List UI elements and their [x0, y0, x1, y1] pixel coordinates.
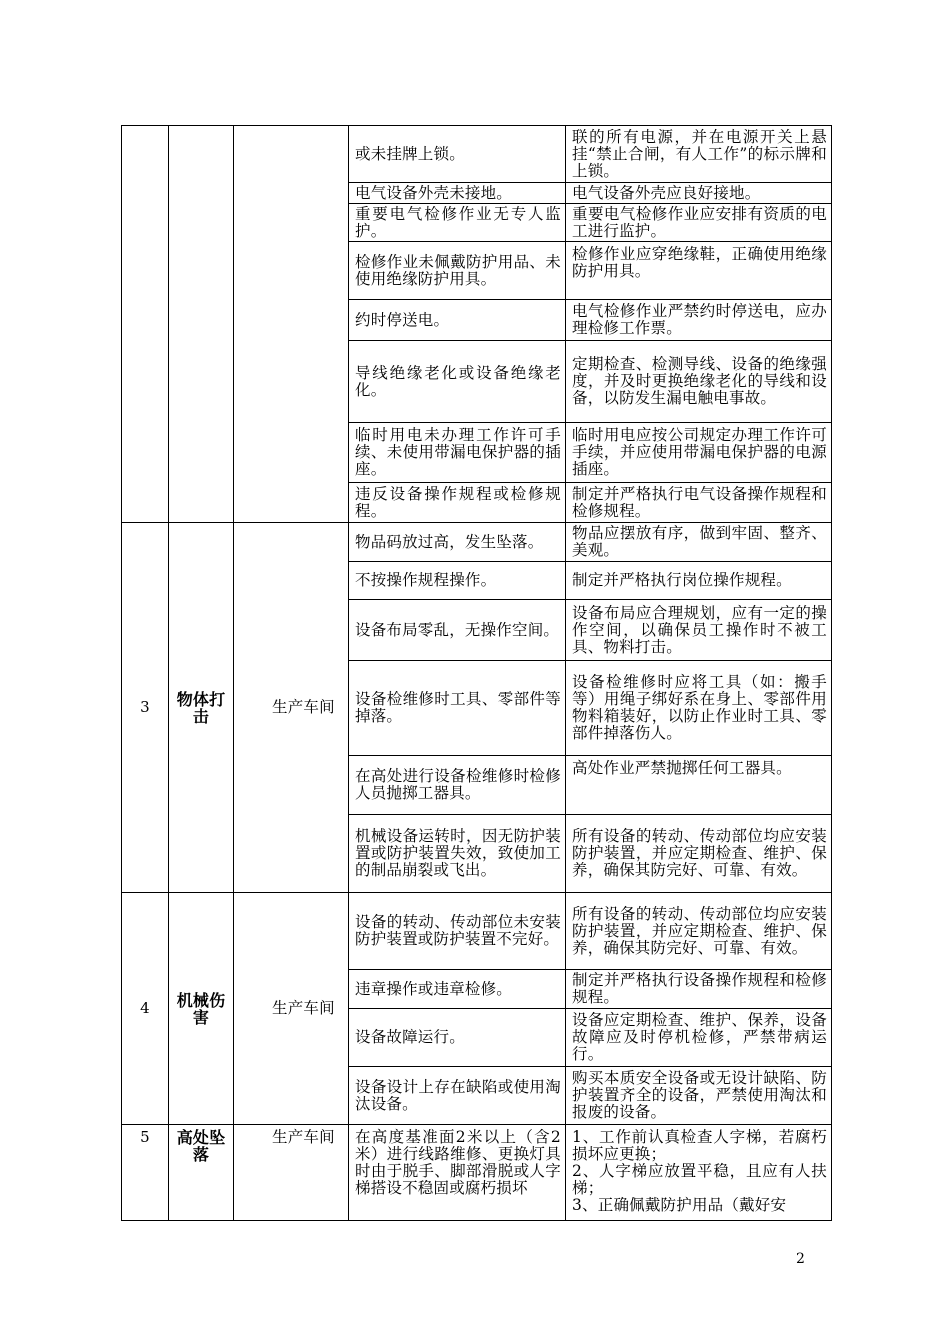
measure-cell: [566, 242, 832, 300]
hazard-text: 设备故障运行。: [355, 1028, 465, 1046]
measure-cell: [566, 1009, 832, 1067]
measure-cell: [566, 1067, 832, 1125]
measure-text: 物品应摆放有序，做到牢固、整齐、美观。: [572, 524, 827, 559]
measure-text: 重要电气检修作业应安排有资质的电工进行监护。: [572, 204, 827, 240]
table-row: [122, 523, 832, 562]
risk-table: [121, 125, 832, 1221]
hazard-cell: [349, 423, 566, 483]
hazard-text: 电气设备外壳未接地。: [355, 183, 513, 202]
table-row: [122, 126, 832, 183]
hazard-text: 不按操作规程操作。: [355, 571, 497, 589]
hazard-text: 设备的转动、传动部位未安装防护装置或防护装置不完好。: [355, 913, 561, 948]
hazard-type: 物体打击: [169, 523, 234, 893]
measure-text: 高处作业严禁抛掷任何工器具。: [572, 759, 792, 777]
hazard-type: [169, 126, 234, 523]
measure-text: 电气检修作业严禁约时停送电，应办理检修工作票。: [572, 302, 827, 337]
hazard-text: 违章操作或违章检修。: [355, 979, 513, 998]
measure-cell: [566, 300, 832, 341]
page-number: 2: [796, 1251, 805, 1267]
measure-cell: [566, 183, 832, 204]
measure-text: 检修作业应穿绝缘鞋，正确使用绝缘防护用具。: [572, 245, 827, 280]
hazard-cell: [349, 483, 566, 523]
measure-cell: [566, 341, 832, 423]
hazard-text: 在高处进行设备检维修时检修人员抛掷工器具。: [355, 767, 561, 802]
hazard-text: 临时用电未办理工作许可手续、未使用带漏电保护器的插座。: [355, 426, 561, 478]
measure-text: 所有设备的转动、传动部位均应安装防护装置，并应定期检查、维护、保养，确保其防完好、可靠、有效。: [572, 827, 827, 879]
hazard-cell: [349, 970, 566, 1009]
hazard-text: 设备设计上存在缺陷或使用淘汰设备。: [355, 1077, 561, 1113]
measure-text: 制定并严格执行电气设备操作规程和检修规程。: [572, 484, 827, 520]
measure-cell: [566, 204, 832, 242]
location: 生产车间: [234, 1125, 349, 1221]
hazard-text: 物品码放过高，发生坠落。: [355, 532, 544, 551]
table-row: [122, 893, 832, 970]
measure-text: 所有设备的转动、传动部位均应安装防护装置，并应定期检查、维护、保养，确保其防完好、可靠、有效。: [572, 904, 827, 957]
measure-text: 设备应定期检查、维护、保养，设备故障应及时停机检修，严禁带病运行。: [572, 1011, 827, 1063]
measure-cell: [566, 423, 832, 483]
hazard-cell: [349, 1125, 566, 1221]
hazard-type: 机械伤害: [169, 893, 234, 1125]
measure-text: 1、工作前认真检查人字梯，若腐朽损坏应更换； 2、人字梯应放置平稳，且应有人扶梯； 3、正确佩戴防护用品（戴好安: [572, 1128, 827, 1214]
measure-text: 临时用电应按公司规定办理工作许可手续，并应使用带漏电保护器的电源插座。: [572, 426, 827, 478]
measure-text: 制定并严格执行设备操作规程和检修规程。: [572, 971, 827, 1006]
hazard-text: 设备布局零乱，无操作空间。: [355, 620, 560, 639]
hazard-cell: [349, 600, 566, 661]
hazard-cell: [349, 1067, 566, 1125]
hazard-text: 约时停送电。: [355, 310, 450, 329]
category-number: [122, 126, 169, 523]
measure-text: 联的所有电源，并在电源开关上悬挂“禁止合闸，有人工作”的标示牌和上锁。: [572, 127, 827, 180]
measure-cell: [566, 893, 832, 970]
hazard-cell: [349, 126, 566, 183]
category-number: 3: [122, 523, 169, 893]
measure-cell: [566, 483, 832, 523]
measure-cell: [566, 661, 832, 756]
hazard-cell: [349, 1009, 566, 1067]
hazard-cell: [349, 756, 566, 815]
location: 生产车间: [234, 893, 349, 1125]
hazard-text: 导线绝缘老化或设备绝缘老化。: [355, 363, 561, 399]
measure-cell: [566, 1125, 832, 1221]
measure-text: 设备布局应合理规划，应有一定的操作空间，以确保员工操作时不被工具、物料打击。: [572, 603, 827, 656]
hazard-cell: [349, 183, 566, 204]
measure-cell: [566, 562, 832, 600]
hazard-text: 在高度基准面2米以上（含2米）进行线路维修、更换灯具时由于脱手、脚部滑脱或人字梯搭设不稳固或腐朽损坏: [355, 1128, 561, 1197]
measure-cell: [566, 970, 832, 1009]
measure-text: 制定并严格执行岗位操作规程。: [572, 571, 792, 589]
measure-cell: [566, 523, 832, 562]
measure-cell: [566, 756, 832, 815]
hazard-cell: [349, 523, 566, 562]
hazard-text: 机械设备运转时，因无防护装置或防护装置失效，致使加工的制品崩裂或飞出。: [355, 827, 561, 879]
category-number: 5: [122, 1125, 169, 1221]
table-row: [122, 1125, 832, 1221]
hazard-type: 高处坠落: [169, 1125, 234, 1221]
hazard-cell: [349, 893, 566, 970]
measure-text: 购买本质安全设备或无设计缺陷、防护装置齐全的设备，严禁使用淘汰和报废的设备。: [572, 1069, 827, 1121]
hazard-cell: [349, 341, 566, 423]
hazard-cell: [349, 661, 566, 756]
hazard-cell: [349, 204, 566, 242]
hazard-cell: [349, 300, 566, 341]
hazard-text: 检修作业未佩戴防护用品、未使用绝缘防护用具。: [355, 252, 561, 288]
measure-text: 设备检维修时应将工具（如：搬手等）用绳子绑好系在身上、零部件用物料箱装好，以防止作业时工具、零部件掉落伤人。: [572, 673, 827, 742]
risk-table-body: [122, 126, 832, 1221]
hazard-text: 或未挂牌上锁。: [355, 144, 465, 163]
hazard-text: 设备检维修时工具、零部件等掉落。: [355, 690, 561, 725]
measure-cell: [566, 600, 832, 661]
hazard-text: 重要电气检修作业无专人监护。: [355, 204, 561, 240]
measure-cell: [566, 126, 832, 183]
measure-text: 电气设备外壳应良好接地。: [572, 183, 761, 202]
measure-text: 定期检查、检测导线、设备的绝缘强度，并及时更换绝缘老化的导线和设备，以防发生漏电触电事故。: [572, 355, 827, 407]
hazard-cell: [349, 815, 566, 893]
measure-cell: [566, 815, 832, 893]
location: 生产车间: [234, 523, 349, 893]
hazard-cell: [349, 562, 566, 600]
category-number: 4: [122, 893, 169, 1125]
hazard-cell: [349, 242, 566, 300]
hazard-text: 违反设备操作规程或检修规程。: [355, 484, 561, 520]
location: [234, 126, 349, 523]
